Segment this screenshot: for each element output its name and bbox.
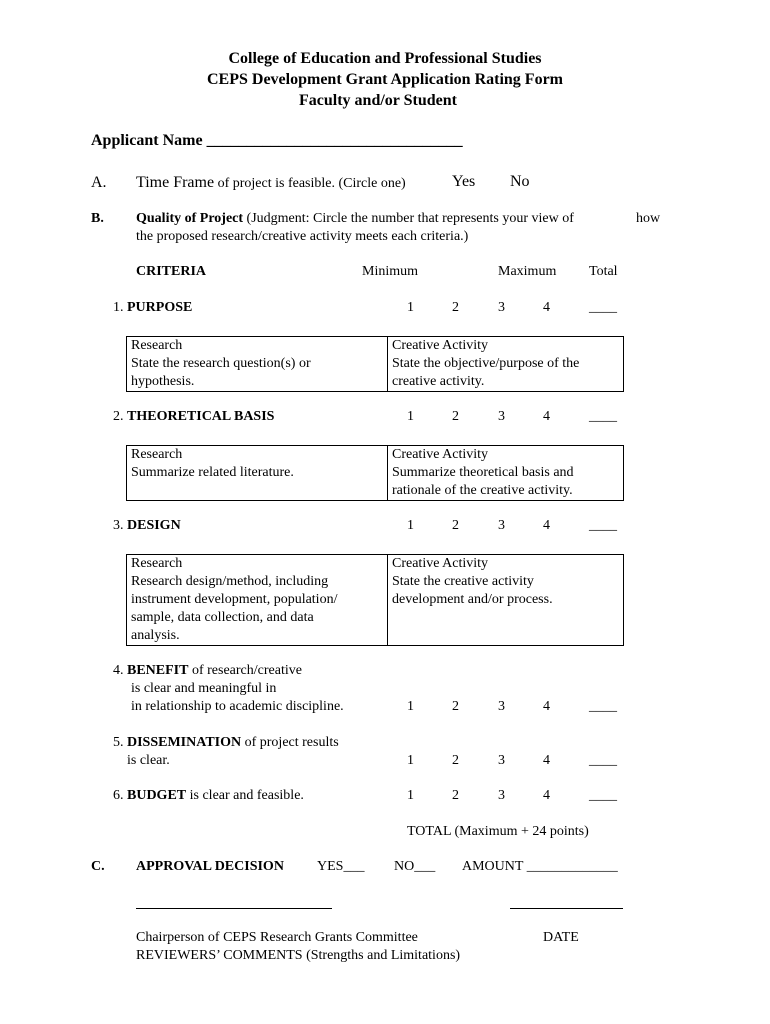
applicant-name-blank: ________________________________ — [206, 132, 463, 149]
benefit-line3: in relationship to academic discipline. — [131, 699, 344, 714]
purpose-score-2[interactable]: 2 — [452, 300, 459, 315]
section-b-text1: (Judgment: Circle the number that represents your view of — [246, 211, 574, 226]
criterion-theoretical-basis — [113, 409, 274, 425]
dissemination-score-3[interactable]: 3 — [498, 753, 505, 768]
dissemination-total-blank[interactable]: ____ — [589, 753, 617, 768]
criterion-text: is clear and feasible. — [189, 788, 304, 803]
budget-score-4[interactable]: 4 — [543, 788, 550, 803]
theory-score-4[interactable]: 4 — [543, 409, 550, 424]
section-a-body: of project is feasible. (Circle one) — [217, 176, 406, 191]
creative-line: State the objective/purpose of the — [392, 356, 580, 371]
benefit-score-1[interactable]: 1 — [407, 699, 414, 714]
creative-line: rationale of the creative activity. — [392, 483, 573, 498]
reviewers-comments-label: REVIEWERS’ COMMENTS (Strengths and Limitations) — [136, 948, 461, 963]
approval-no-field[interactable]: NO___ — [394, 859, 436, 874]
budget-score-2[interactable]: 2 — [452, 788, 459, 803]
criterion-benefit — [113, 663, 302, 679]
purpose-score-3[interactable]: 3 — [498, 300, 505, 315]
criterion-design — [113, 518, 181, 534]
creative-activity-cell — [388, 555, 624, 646]
theory-score-2[interactable]: 2 — [452, 409, 459, 424]
benefit-total-blank[interactable]: ____ — [589, 699, 617, 714]
benefit-score-2[interactable]: 2 — [452, 699, 459, 714]
criterion-number: 5. — [113, 735, 124, 750]
time-frame-no[interactable]: No — [510, 173, 530, 190]
criterion-name: BENEFIT — [127, 663, 189, 678]
dissemination-score-4[interactable]: 4 — [543, 753, 550, 768]
theory-score-1[interactable]: 1 — [407, 409, 414, 424]
creative-activity-cell — [388, 337, 624, 392]
date-label: DATE — [543, 930, 579, 945]
research-line: analysis. — [131, 628, 180, 643]
benefit-line2: is clear and meaningful in — [131, 681, 277, 696]
research-heading: Research — [131, 338, 183, 353]
time-frame-yes[interactable]: Yes — [452, 173, 476, 190]
creative-line: creative activity. — [392, 374, 485, 389]
form-org-title: College of Education and Professional Studies — [228, 50, 542, 67]
purpose-score-1[interactable]: 1 — [407, 300, 414, 315]
criterion-text: of research/creative — [191, 663, 302, 678]
design-score-3[interactable]: 3 — [498, 518, 505, 533]
form-title: CEPS Development Grant Application Rating Form — [207, 71, 563, 88]
section-b-letter: B. — [91, 211, 104, 226]
purpose-score-4[interactable]: 4 — [543, 300, 550, 315]
design-score-1[interactable]: 1 — [407, 518, 414, 533]
date-signature-line[interactable] — [510, 908, 623, 909]
total-column-header: Total — [589, 264, 618, 279]
theory-criteria-table — [126, 445, 624, 501]
dissemination-score-1[interactable]: 1 — [407, 753, 414, 768]
dissemination-score-2[interactable]: 2 — [452, 753, 459, 768]
research-cell — [127, 555, 388, 646]
criterion-number: 4. — [113, 663, 124, 678]
criteria-column-header: CRITERIA — [136, 264, 207, 279]
purpose-total-blank[interactable]: ____ — [589, 300, 617, 315]
approval-decision-label: APPROVAL DECISION — [136, 859, 284, 874]
creative-line: Summarize theoretical basis and — [392, 465, 574, 480]
criterion-text: of project results — [244, 735, 339, 750]
design-criteria-table — [126, 554, 624, 646]
budget-score-1[interactable]: 1 — [407, 788, 414, 803]
research-cell — [127, 337, 388, 392]
creative-line: State the creative activity — [392, 574, 534, 589]
section-a-text — [136, 174, 406, 192]
criterion-name: DESIGN — [127, 518, 181, 533]
criterion-dissemination — [113, 735, 339, 751]
total-points-label: TOTAL (Maximum + 24 points) — [407, 824, 589, 839]
research-heading: Research — [131, 556, 183, 571]
theory-total-blank[interactable]: ____ — [589, 409, 617, 424]
criterion-number: 2. — [113, 409, 124, 424]
criterion-name: PURPOSE — [127, 300, 193, 315]
chairperson-signature-line[interactable] — [136, 908, 332, 909]
budget-score-3[interactable]: 3 — [498, 788, 505, 803]
criterion-number: 1. — [113, 300, 124, 315]
research-line: instrument development, population/ — [131, 592, 338, 607]
maximum-column-header: Maximum — [498, 264, 557, 279]
section-b-line2: the proposed research/creative activity meets each criteria.) — [136, 229, 469, 244]
section-a-letter: A. — [91, 174, 107, 191]
criterion-name: DISSEMINATION — [127, 735, 242, 750]
design-score-4[interactable]: 4 — [543, 518, 550, 533]
creative-line: development and/or process. — [392, 592, 553, 607]
section-b-line1 — [136, 211, 574, 227]
criterion-purpose — [113, 300, 192, 316]
section-b-how: how — [636, 211, 661, 226]
approval-yes-field[interactable]: YES___ — [317, 859, 365, 874]
criterion-budget — [113, 788, 304, 804]
section-a-lead: Time Frame — [136, 174, 215, 191]
dissemination-line2: is clear. — [127, 753, 170, 768]
research-line: State the research question(s) or — [131, 356, 311, 371]
creative-heading: Creative Activity — [392, 556, 489, 571]
research-line: Research design/method, including — [131, 574, 329, 589]
minimum-column-header: Minimum — [362, 264, 419, 279]
applicant-name-label: Applicant Name — [91, 132, 203, 149]
research-heading: Research — [131, 447, 183, 462]
chairperson-label: Chairperson of CEPS Research Grants Committee — [136, 930, 418, 945]
theory-score-3[interactable]: 3 — [498, 409, 505, 424]
section-c-letter: C. — [91, 859, 105, 874]
creative-heading: Creative Activity — [392, 447, 489, 462]
research-line: hypothesis. — [131, 374, 195, 389]
criterion-number: 6. — [113, 788, 124, 803]
creative-activity-cell — [388, 446, 624, 501]
benefit-score-3[interactable]: 3 — [498, 699, 505, 714]
benefit-score-4[interactable]: 4 — [543, 699, 550, 714]
design-total-blank[interactable]: ____ — [589, 518, 617, 533]
creative-heading: Creative Activity — [392, 338, 489, 353]
research-cell — [127, 446, 388, 501]
research-line: Summarize related literature. — [131, 465, 294, 480]
budget-total-blank[interactable]: ____ — [589, 788, 617, 803]
form-subtitle: Faculty and/or Student — [299, 92, 457, 109]
purpose-criteria-table — [126, 336, 624, 392]
design-score-2[interactable]: 2 — [452, 518, 459, 533]
research-line: sample, data collection, and data — [131, 610, 314, 625]
criterion-name: BUDGET — [127, 788, 187, 803]
criterion-name: THEORETICAL BASIS — [127, 409, 275, 424]
criterion-number: 3. — [113, 518, 124, 533]
approval-amount-field[interactable]: AMOUNT _____________ — [462, 859, 618, 874]
section-b-bold: Quality of Project — [136, 211, 244, 226]
applicant-name-field[interactable] — [91, 132, 463, 150]
